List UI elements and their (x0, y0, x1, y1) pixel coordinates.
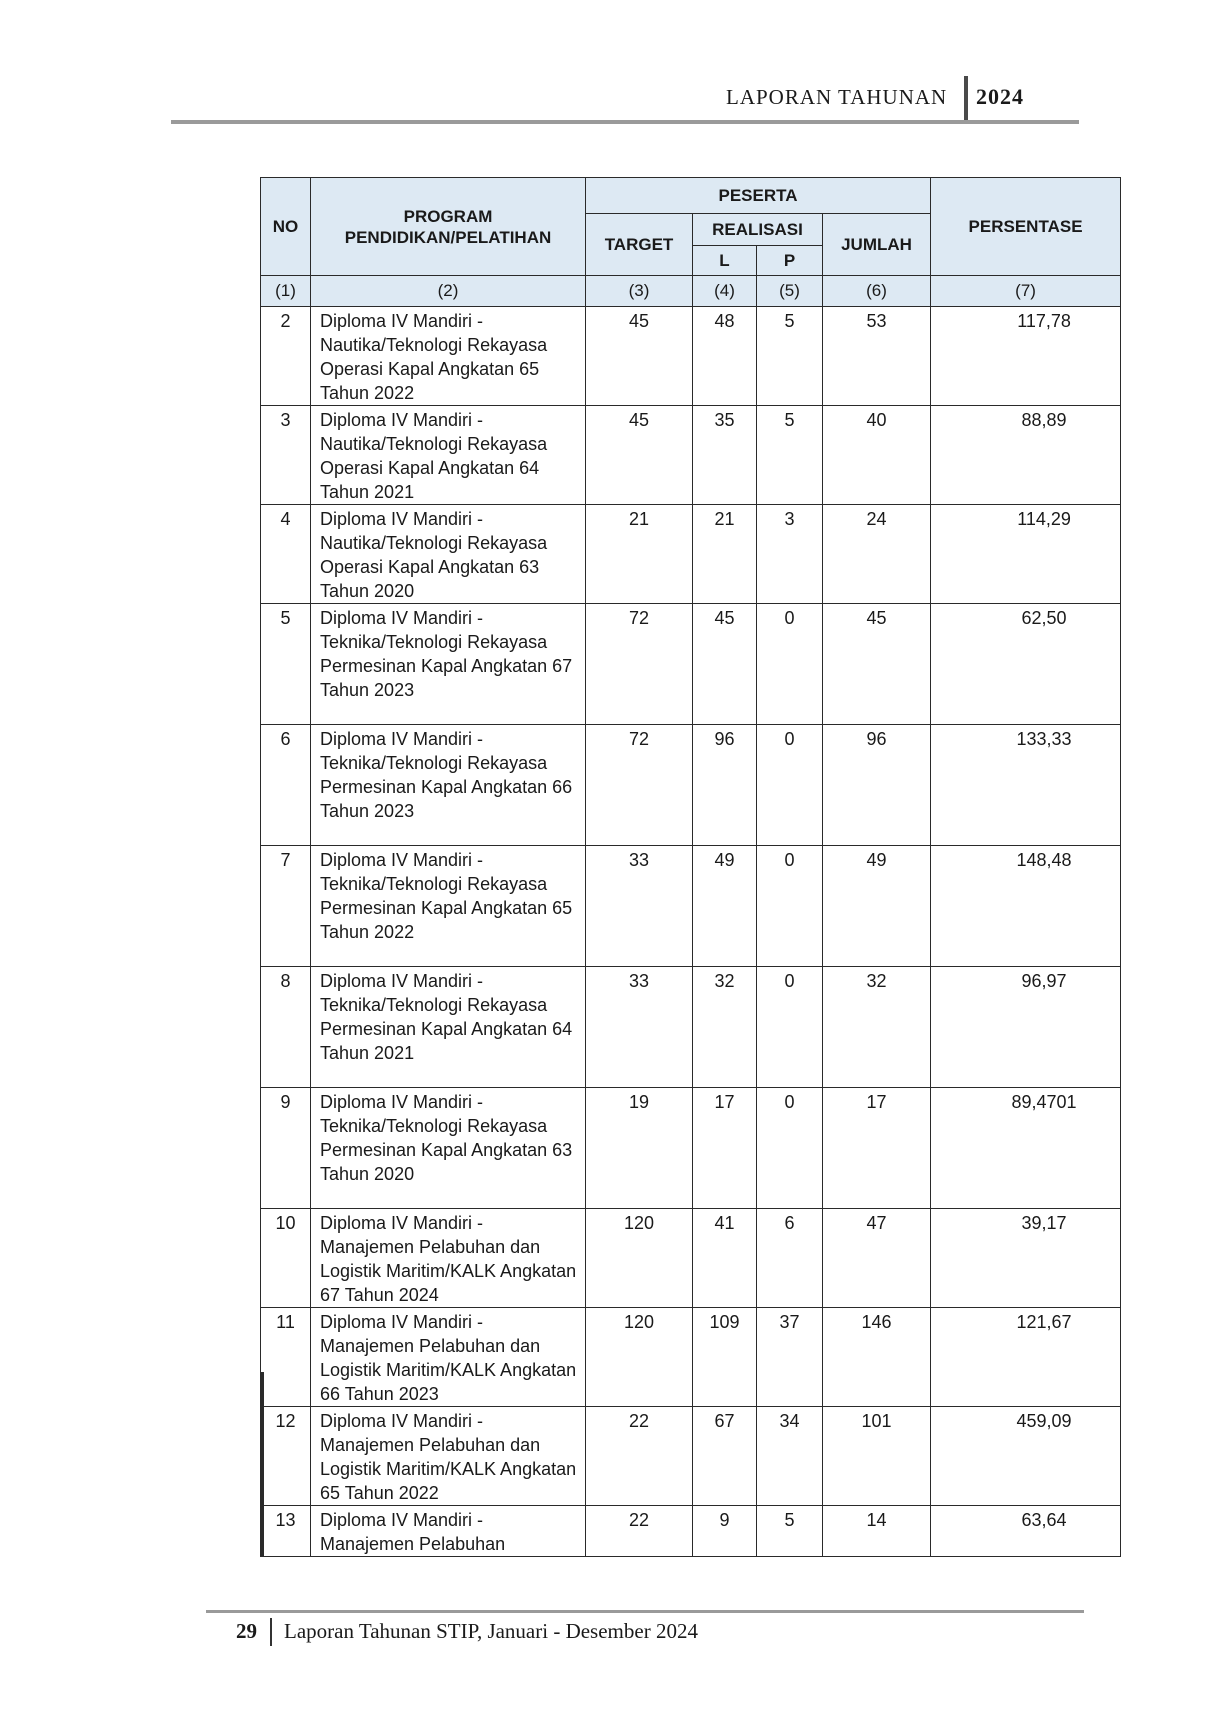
cell-target: 120 (586, 1308, 693, 1407)
cell-no: 13 (261, 1506, 311, 1557)
cell-p: 6 (757, 1209, 823, 1308)
cell-target: 21 (586, 505, 693, 604)
cell-no: 3 (261, 406, 311, 505)
cell-program: Diploma IV Mandiri - Teknika/Teknologi Rekayasa Permesinan Kapal Angkatan 66 Tahun 2023 (311, 725, 586, 846)
col-header-jumlah: JUMLAH (823, 214, 931, 276)
cell-persentase: 96,97 (931, 967, 1121, 1088)
column-index: (6) (823, 276, 931, 307)
cell-persentase: 62,50 (931, 604, 1121, 725)
cell-jumlah: 146 (823, 1308, 931, 1407)
cell-persentase: 88,89 (931, 406, 1121, 505)
cell-jumlah: 40 (823, 406, 931, 505)
cell-p: 0 (757, 604, 823, 725)
cell-p: 5 (757, 307, 823, 406)
cell-l: 32 (693, 967, 757, 1088)
cell-program: Diploma IV Mandiri - Teknika/Teknologi Rekayasa Permesinan Kapal Angkatan 63 Tahun 2020 (311, 1088, 586, 1209)
cell-target: 22 (586, 1407, 693, 1506)
cell-jumlah: 45 (823, 604, 931, 725)
col-header-program: PROGRAM PENDIDIKAN/PELATIHAN (311, 178, 586, 276)
table-row (261, 406, 1121, 505)
cell-l: 48 (693, 307, 757, 406)
header-separator (964, 76, 968, 120)
cell-l: 17 (693, 1088, 757, 1209)
cell-program: Diploma IV Mandiri - Manajemen Pelabuhan (311, 1506, 586, 1557)
cell-persentase: 459,09 (931, 1407, 1121, 1506)
cell-l: 9 (693, 1506, 757, 1557)
cell-program: Diploma IV Mandiri - Manajemen Pelabuhan dan Logistik Maritim/KALK Angkatan 65 Tahun 2022 (311, 1407, 586, 1506)
header-year: 2024 (976, 84, 1024, 109)
cell-l: 45 (693, 604, 757, 725)
cell-jumlah: 49 (823, 846, 931, 967)
cell-program: Diploma IV Mandiri - Teknika/Teknologi Rekayasa Permesinan Kapal Angkatan 67 Tahun 2023 (311, 604, 586, 725)
cell-l: 109 (693, 1308, 757, 1407)
cell-program: Diploma IV Mandiri - Manajemen Pelabuhan dan Logistik Maritim/KALK Angkatan 67 Tahun 2024 (311, 1209, 586, 1308)
col-header-peserta: PESERTA (586, 178, 931, 214)
cell-jumlah: 17 (823, 1088, 931, 1209)
cell-no: 6 (261, 725, 311, 846)
cell-p: 0 (757, 846, 823, 967)
cell-no: 10 (261, 1209, 311, 1308)
cell-persentase: 117,78 (931, 307, 1121, 406)
column-index-row (261, 276, 1121, 307)
cell-persentase: 63,64 (931, 1506, 1121, 1557)
cell-p: 5 (757, 1506, 823, 1557)
cell-jumlah: 14 (823, 1506, 931, 1557)
cell-jumlah: 47 (823, 1209, 931, 1308)
table-row (261, 846, 1121, 967)
column-index: (4) (693, 276, 757, 307)
cell-target: 33 (586, 846, 693, 967)
cell-persentase: 114,29 (931, 505, 1121, 604)
cell-p: 0 (757, 967, 823, 1088)
footer-separator (270, 1618, 272, 1646)
cell-no: 9 (261, 1088, 311, 1209)
col-header-persentase: PERSENTASE (931, 178, 1121, 276)
cell-persentase: 148,48 (931, 846, 1121, 967)
col-header-target: TARGET (586, 214, 693, 276)
participants-table (260, 177, 1121, 1557)
footer-text: Laporan Tahunan STIP, Januari - Desember 2024 (284, 1619, 698, 1643)
cell-target: 33 (586, 967, 693, 1088)
cell-no: 12 (261, 1407, 311, 1506)
cell-jumlah: 24 (823, 505, 931, 604)
footer-page-number: 29 (236, 1619, 257, 1643)
cell-l: 35 (693, 406, 757, 505)
column-index: (7) (931, 276, 1121, 307)
cell-l: 49 (693, 846, 757, 967)
footer-rule (206, 1610, 1084, 1613)
cell-l: 41 (693, 1209, 757, 1308)
header-rule (171, 120, 1079, 124)
cell-target: 72 (586, 604, 693, 725)
table-row (261, 1506, 1121, 1557)
cell-p: 37 (757, 1308, 823, 1407)
table-header (261, 178, 1121, 307)
cell-program: Diploma IV Mandiri - Teknika/Teknologi Rekayasa Permesinan Kapal Angkatan 65 Tahun 2022 (311, 846, 586, 967)
cell-target: 120 (586, 1209, 693, 1308)
cell-p: 0 (757, 1088, 823, 1209)
table-row (261, 967, 1121, 1088)
column-index: (1) (261, 276, 311, 307)
cell-p: 3 (757, 505, 823, 604)
cell-l: 96 (693, 725, 757, 846)
header-title: LAPORAN TAHUNAN (726, 85, 948, 109)
table-row (261, 1308, 1121, 1407)
cell-p: 5 (757, 406, 823, 505)
cell-l: 67 (693, 1407, 757, 1506)
cell-program: Diploma IV Mandiri - Nautika/Teknologi Rekayasa Operasi Kapal Angkatan 63 Tahun 2020 (311, 505, 586, 604)
cell-jumlah: 32 (823, 967, 931, 1088)
col-header-no: NO (261, 178, 311, 276)
cell-program: Diploma IV Mandiri - Manajemen Pelabuhan dan Logistik Maritim/KALK Angkatan 66 Tahun 2023 (311, 1308, 586, 1407)
col-header-p: P (757, 246, 823, 276)
col-header-realisasi: REALISASI (693, 214, 823, 246)
table-row (261, 1088, 1121, 1209)
table-row (261, 1209, 1121, 1308)
cell-no: 11 (261, 1308, 311, 1407)
cell-p: 0 (757, 725, 823, 846)
cell-l: 21 (693, 505, 757, 604)
cell-target: 45 (586, 406, 693, 505)
cell-no: 8 (261, 967, 311, 1088)
col-header-l: L (693, 246, 757, 276)
cell-p: 34 (757, 1407, 823, 1506)
cell-persentase: 89,4701 (931, 1088, 1121, 1209)
column-index: (2) (311, 276, 586, 307)
column-index: (3) (586, 276, 693, 307)
table-row (261, 307, 1121, 406)
page-edge-rule (261, 1372, 264, 1556)
column-index: (5) (757, 276, 823, 307)
cell-program: Diploma IV Mandiri - Teknika/Teknologi Rekayasa Permesinan Kapal Angkatan 64 Tahun 2021 (311, 967, 586, 1088)
cell-jumlah: 96 (823, 725, 931, 846)
cell-program: Diploma IV Mandiri - Nautika/Teknologi Rekayasa Operasi Kapal Angkatan 65 Tahun 2022 (311, 307, 586, 406)
table-row (261, 604, 1121, 725)
cell-persentase: 133,33 (931, 725, 1121, 846)
table-row (261, 1407, 1121, 1506)
cell-no: 4 (261, 505, 311, 604)
cell-program: Diploma IV Mandiri - Nautika/Teknologi Rekayasa Operasi Kapal Angkatan 64 Tahun 2021 (311, 406, 586, 505)
cell-jumlah: 53 (823, 307, 931, 406)
cell-target: 72 (586, 725, 693, 846)
cell-no: 2 (261, 307, 311, 406)
table-row (261, 505, 1121, 604)
cell-target: 45 (586, 307, 693, 406)
cell-no: 7 (261, 846, 311, 967)
cell-persentase: 39,17 (931, 1209, 1121, 1308)
cell-jumlah: 101 (823, 1407, 931, 1506)
cell-no: 5 (261, 604, 311, 725)
table-row (261, 725, 1121, 846)
cell-target: 19 (586, 1088, 693, 1209)
cell-persentase: 121,67 (931, 1308, 1121, 1407)
cell-target: 22 (586, 1506, 693, 1557)
